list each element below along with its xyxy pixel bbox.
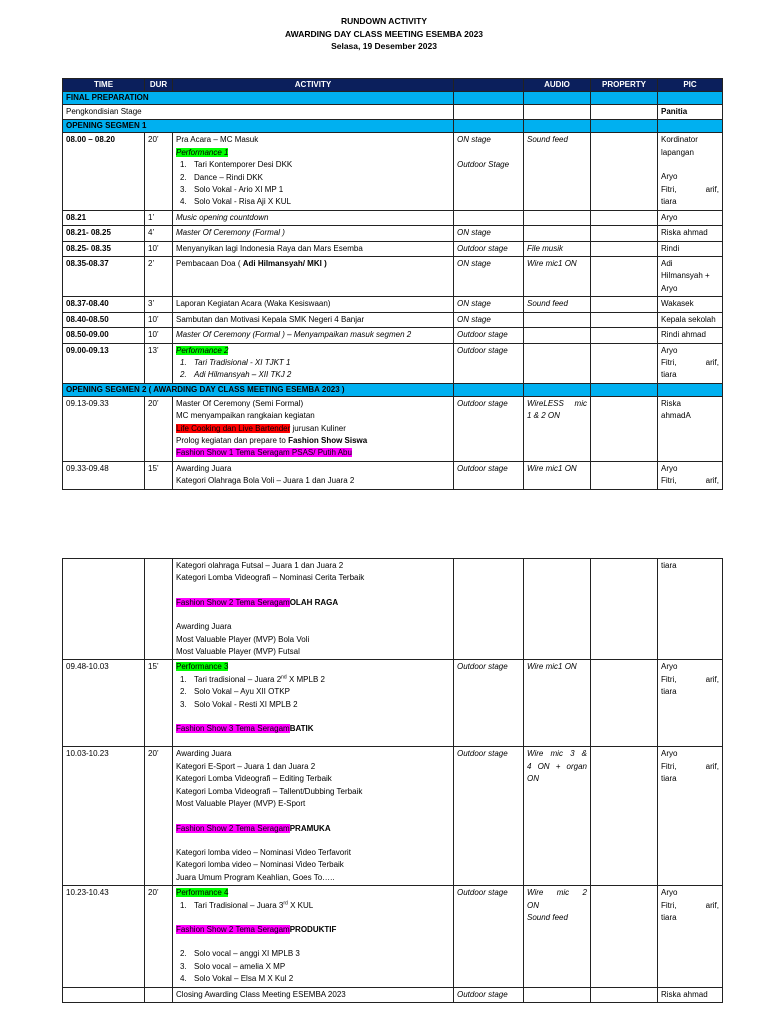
time-cell: 08.21 (63, 210, 145, 225)
dur-cell: 2’ (145, 257, 173, 297)
section-opening-1 (63, 120, 723, 133)
time-cell: 09.48-10.03 (63, 660, 145, 747)
highlight-magenta: Fashion Show 1 Tema Seragam PSAS/ Putih Abu (176, 448, 352, 458)
list-item: 3. Solo Vokal - Resti XI MPLB 2 (180, 699, 298, 709)
section-label: OPENING SEGMEN 1 (63, 120, 454, 133)
pic-cell: Aryo (658, 210, 723, 225)
table-row (63, 886, 723, 987)
section-opening-2 (63, 383, 723, 396)
stage-cell: Outdoor stage (454, 328, 524, 343)
activity-cell (173, 343, 454, 383)
dur-cell: 20’ (145, 747, 173, 886)
stage-cell: Outdoor stage (454, 396, 524, 461)
stage-cell: ON stage (454, 312, 524, 327)
activity-cell: Closing Awarding Class Meeting ESEMBA 2023 (173, 987, 454, 1002)
audio-cell: File musik (524, 241, 591, 256)
time-cell: 08.40-08.50 (63, 312, 145, 327)
activity-cell: Menyanyikan lagi Indonesia Raya dan Mars Esemba (173, 241, 454, 256)
pic-cell: Aryo Fitri, arif, tiara (658, 747, 723, 886)
pic-cell: Adi Hilmansyah + Aryo (658, 257, 723, 297)
dur-cell: 10’ (145, 312, 173, 327)
audio-cell: Sound feed (524, 297, 591, 312)
performance-label: Performance 1 (176, 147, 229, 157)
audio-cell: WireLESS mic 1 & 2 ON (524, 396, 591, 461)
col-time: TIME (63, 79, 145, 92)
section-label: OPENING SEGMEN 2 ( AWARDING DAY CLASS MEETING ESEMBA 2023 ) (63, 383, 454, 396)
list-item: 2. Solo vocal – anggi XI MPLB 3 (180, 949, 300, 959)
time-cell: 08.21- 08.25 (63, 226, 145, 241)
activity-line: Pra Acara – MC Masuk (176, 135, 259, 145)
table-header (63, 79, 723, 92)
activity-cell: Pengkondisian Stage (63, 105, 454, 120)
table-row (63, 559, 723, 660)
time-cell: 10.23-10.43 (63, 886, 145, 987)
table-row (63, 105, 723, 120)
pic-cell: Aryo Fitri, arif, tiara (658, 343, 723, 383)
dur-cell: 1’ (145, 210, 173, 225)
stage-cell: ON stage (454, 297, 524, 312)
list-item: 2. Solo Vokal – Ayu XII OTKP (180, 687, 290, 697)
list-item: 2. Adi Hilmansyah – XII TKJ 2 (180, 370, 292, 380)
performance-label: Performance 3 (176, 662, 229, 672)
performance-list (176, 357, 450, 382)
activity-cell: Kategori olahraga Futsal – Juara 1 dan Juara 2 Kategori Lomba Videografi – Nominasi Cerita Terbaik Fashion Show 2 Tema SeragamOLAH RAGA Awarding Juara Most Valuable Player (MVP) Bola Voli Most Valuable Player (MVP) Futsal (173, 559, 454, 660)
section-final-preparation (63, 92, 723, 105)
audio-cell: Wire mic1 ON (524, 257, 591, 297)
pic-cell: Rindi (658, 241, 723, 256)
audio-cell: Wire mic1 ON (524, 461, 591, 489)
highlight-red: Life Cooking dan Live Bartender (176, 423, 291, 433)
audio-cell: Wire mic1 ON (524, 660, 591, 747)
performance-label: Performance 2 (176, 345, 229, 355)
table-row (63, 328, 723, 343)
list-item: 1. Tari tradisional – Juara 2nd X MPLB 2 (180, 674, 325, 684)
stage-cell: Outdoor stage (454, 747, 524, 886)
doc-title: RUNDOWN ACTIVITY (340, 16, 428, 26)
table-row (63, 297, 723, 312)
activity-cell (173, 133, 454, 210)
table-row (63, 396, 723, 461)
list-item: 2. Dance – Rindi DKK (180, 172, 263, 182)
activity-cell: Master Of Ceremony (Formal ) – Menyampaikan masuk segmen 2 (173, 328, 454, 343)
pic-cell: Kordinator lapangan Aryo Fitri, arif, tiara (658, 133, 723, 210)
stage-cell: Outdoor stage (454, 241, 524, 256)
dur-cell: 10’ (145, 328, 173, 343)
stage-cell: Outdoor stage (454, 886, 524, 987)
activity-cell: Sambutan dan Motivasi Kepala SMK Negeri 4 Banjar (173, 312, 454, 327)
highlight-magenta: Fashion Show 3 Tema Seragam (176, 724, 290, 734)
table-row (63, 747, 723, 886)
activity-cell: Music opening countdown (173, 210, 454, 225)
col-audio: AUDIO (524, 79, 591, 92)
highlight-magenta: Fashion Show 2 Tema Seragam (176, 597, 290, 607)
section-label: FINAL PREPARATION (63, 92, 454, 105)
pic-cell: Riska ahmadA (658, 396, 723, 461)
pic-cell: Aryo Fitri, arif, tiara (658, 886, 723, 987)
pic-cell: Aryo Fitri, arif, tiara (658, 660, 723, 747)
pic-cell: Wakasek (658, 297, 723, 312)
highlight-magenta: Fashion Show 2 Tema Seragam (176, 823, 290, 833)
dur-cell: 15’ (145, 660, 173, 747)
stage-cell: ON stage Outdoor Stage (454, 133, 524, 210)
performance-list (176, 674, 450, 711)
time-cell: 10.03-10.23 (63, 747, 145, 886)
col-dur: DUR (145, 79, 173, 92)
pic-cell: Aryo Fitri, arif, (658, 461, 723, 489)
dur-cell: 20’ (145, 133, 173, 210)
table-row (63, 461, 723, 489)
list-item: 3. Solo Vokal - Ario XI MP 1 (180, 185, 284, 195)
table-row (63, 241, 723, 256)
table-row (63, 226, 723, 241)
dur-cell: 20’ (145, 396, 173, 461)
pic-cell: Riska ahmad (658, 987, 723, 1002)
col-stage (454, 79, 524, 92)
pic-cell: Rindi ahmad (658, 328, 723, 343)
pic-cell: Riska ahmad (658, 226, 723, 241)
table-row (63, 133, 723, 210)
audio-cell: Wire mic 3 & 4 ON + organ ON (524, 747, 591, 886)
performance-list (176, 948, 450, 985)
time-cell: 09.13-09.33 (63, 396, 145, 461)
stage-cell: ON stage (454, 257, 524, 297)
stage-cell: ON stage (454, 226, 524, 241)
stage-cell: Outdoor stage (454, 660, 524, 747)
highlight-magenta: Fashion Show 2 Tema Seragam (176, 924, 290, 934)
col-property: PROPERTY (591, 79, 658, 92)
table-row (63, 660, 723, 747)
list-item: 4. Solo Vokal – Elsa M X Kul 2 (180, 974, 294, 984)
dur-cell: 10’ (145, 241, 173, 256)
time-cell: 09.33-09.48 (63, 461, 145, 489)
pic-cell: Panitia (658, 105, 723, 120)
activity-cell: Performance 3 1. Tari tradisional – Juara 2nd X MPLB 2 2. Solo Vokal – Ayu XII OTKP 3. Solo Vokal - Resti XI MPLB 2 Fashion Show 3 Tema SeragamBATIK (173, 660, 454, 747)
list-item: 3. Solo vocal – amelia X MP (180, 961, 286, 971)
list-item: 1. Tari Tradisional - XI TJKT 1 (180, 357, 291, 367)
time-cell: 08.00 – 08.20 (63, 133, 145, 210)
rundown-table-page1 (62, 78, 723, 490)
pic-cell: tiara (658, 559, 723, 660)
dur-cell: 3’ (145, 297, 173, 312)
stage-cell: Outdoor stage (454, 987, 524, 1002)
doc-subtitle: AWARDING DAY CLASS MEETING ESEMBA 2023 (284, 29, 484, 39)
activity-cell: Awarding Juara Kategori E-Sport – Juara 1 dan Juara 2 Kategori Lomba Videografi – Editing Terbaik Kategori Lomba Videografi – Tallent/Dubbing Terbaik Most Valuable Player (MVP) E-Sport Fashion Show 2 Tema SeragamPRAMUKA Kategori lomba video – Nominasi Video Terfavorit Kategori lomba video – Nominasi Video Terbaik Juara Umum Program Keahlian, Goes To….. (173, 747, 454, 886)
table-row (63, 257, 723, 297)
dur-cell: 13’ (145, 343, 173, 383)
dur-cell: 20’ (145, 886, 173, 987)
table-row (63, 987, 723, 1002)
dur-cell: 4’ (145, 226, 173, 241)
time-cell: 08.25- 08.35 (63, 241, 145, 256)
rundown-table-page2 (62, 558, 723, 1003)
activity-cell: Master Of Ceremony (Semi Formal) MC menyampaikan rangkaian kegiatan Life Cooking dan Live Bartender jurusan Kuliner Prolog kegiatan dan prepare to Fashion Show Siswa Fashion Show 1 Tema Seragam PSAS/ Putih Abu (173, 396, 454, 461)
list-item: 4. Solo Vokal - Risa Aji X KUL (180, 197, 291, 207)
activity-cell: Performance 4 1. Tari Tradisional – Juara 3rd X KUL Fashion Show 2 Tema SeragamPRODUKTIF 2. Solo vocal – anggi XI MPLB 3 3. Solo vocal – amelia X MP 4. Solo Vokal – Elsa M X Kul 2 (173, 886, 454, 987)
activity-cell: Awarding Juara Kategori Olahraga Bola Voli – Juara 1 dan Juara 2 (173, 461, 454, 489)
activity-cell: Master Of Ceremony (Formal ) (173, 226, 454, 241)
performance-list (176, 159, 450, 209)
table-row (63, 210, 723, 225)
audio-cell: Sound feed (524, 133, 591, 210)
performance-list (176, 900, 450, 912)
time-cell: 08.37-08.40 (63, 297, 145, 312)
list-item: 1. Tari Kontemporer Desi DKK (180, 160, 293, 170)
activity-cell: Laporan Kegiatan Acara (Waka Kesiswaan) (173, 297, 454, 312)
audio-cell: Wire mic 2 ON Sound feed (524, 886, 591, 987)
pic-cell: Kepala sekolah (658, 312, 723, 327)
time-cell: 08.50-09.00 (63, 328, 145, 343)
performance-label: Performance 4 (176, 888, 229, 898)
time-cell: 08.35-08.37 (63, 257, 145, 297)
table-row (63, 312, 723, 327)
doc-date: Selasa, 19 Desember 2023 (331, 41, 437, 51)
table-row (63, 343, 723, 383)
stage-cell: Outdoor stage (454, 343, 524, 383)
list-item: 1. Tari Tradisional – Juara 3rd X KUL (180, 899, 314, 910)
dur-cell: 15’ (145, 461, 173, 489)
activity-cell: Pembacaan Doa ( Adi Hilmansyah/ MKI ) (173, 257, 454, 297)
time-cell: 09.00-09.13 (63, 343, 145, 383)
col-pic: PIC (658, 79, 723, 92)
stage-cell: Outdoor stage (454, 461, 524, 489)
col-activity: ACTIVITY (173, 79, 454, 92)
